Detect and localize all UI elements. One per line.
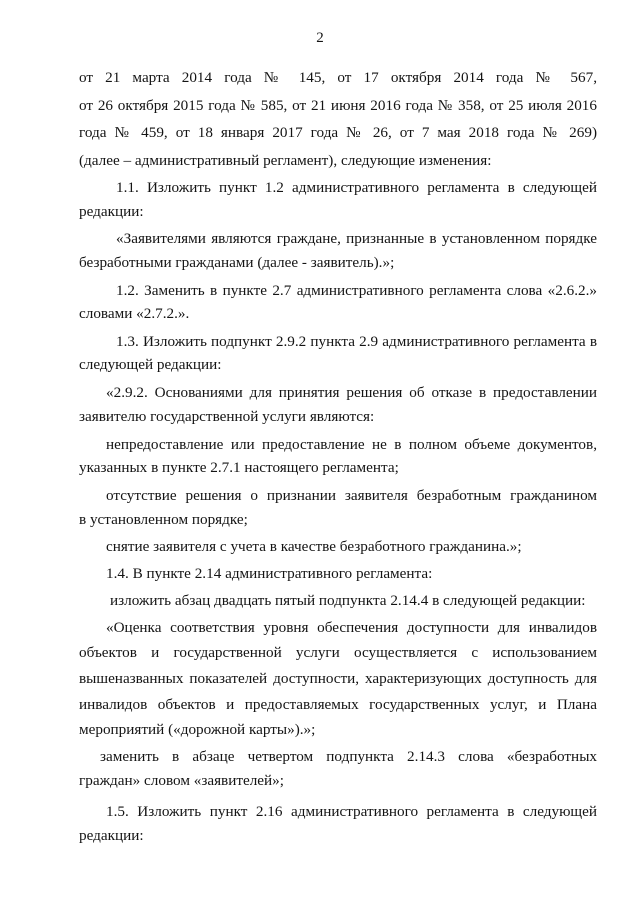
text-line: 1.5. Изложить пункт 2.16 административного регламента в следующей xyxy=(106,803,597,820)
text-line: отсутствие решения о признании заявителя безработным гражданином xyxy=(106,487,597,504)
text-line: мероприятий («дорожной карты»).»; xyxy=(79,721,316,738)
text-line: объектов и государственной услуги осуществляется с использованием xyxy=(79,644,597,661)
text-line: 1.3. Изложить подпункт 2.9.2 пункта 2.9 административного регламента в xyxy=(116,333,597,350)
text-line: снятие заявителя с учета в качестве безработного гражданина.»; xyxy=(106,538,522,555)
text-line: 1.1. Изложить пункт 1.2 административного регламента в следующей xyxy=(116,179,597,196)
text-line: «Заявителями являются граждане, признанные в установленном порядке xyxy=(116,230,597,247)
text-line: непредоставление или предоставление не в полном объеме документов, xyxy=(106,436,597,453)
text-line: «2.9.2. Основаниями для принятия решения об отказе в предоставлении xyxy=(106,384,597,401)
text-line: заявителю государственной услуги являются: xyxy=(79,408,375,425)
text-line: от 26 октября 2015 года № 585, от 21 июня 2016 года № 358, от 25 июля 2016 xyxy=(79,97,597,114)
text-line: заменить в абзаце четвертом подпункта 2.14.3 слова «безработных xyxy=(100,748,597,765)
text-line: (далее – административный регламент), следующие изменения: xyxy=(79,152,492,169)
text-line: в установленном порядке; xyxy=(79,511,248,528)
text-line: от 21 марта 2014 года № 145, от 17 октября 2014 года № 567, xyxy=(79,69,597,86)
text-line: 1.4. В пункте 2.14 административного регламента: xyxy=(106,565,433,582)
text-line: редакции: xyxy=(79,827,144,844)
text-line: указанных в пункте 2.7.1 настоящего регламента; xyxy=(79,459,399,476)
text-line: года № 459, от 18 января 2017 года № 26, от 7 мая 2018 года № 269) xyxy=(79,124,597,141)
text-line: вышеназванных показателей доступности, характеризующих доступность для xyxy=(79,670,597,687)
text-line: редакции: xyxy=(79,203,144,220)
text-line: инвалидов объектов и предоставляемых государственных услуг, и Плана xyxy=(79,696,597,713)
text-line: следующей редакции: xyxy=(79,356,222,373)
page-number: 2 xyxy=(316,30,324,46)
text-line: изложить абзац двадцать пятый подпункта 2.14.4 в следующей редакции: xyxy=(110,592,586,609)
text-line: граждан» словом «заявителей»; xyxy=(79,772,284,789)
text-line: безработными гражданами (далее - заявитель).»; xyxy=(79,254,395,271)
text-line: 1.2. Заменить в пункте 2.7 административного регламента слова «2.6.2.» xyxy=(116,282,597,299)
text-line: «Оценка соответствия уровня обеспечения доступности для инвалидов xyxy=(106,619,597,636)
text-line: словами «2.7.2.». xyxy=(79,305,190,322)
